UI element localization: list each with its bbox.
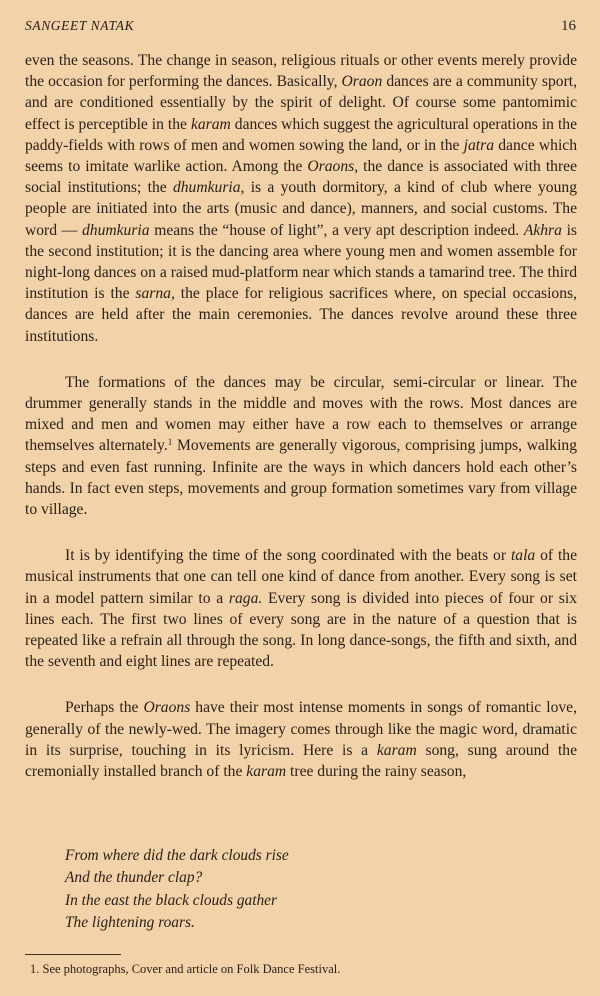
page-number: 16 bbox=[561, 18, 576, 34]
text-run: The formations of the dances may be circular, semi-circular or linear. The drummer generally stands in the middle and moves with the rows. Most dances are mixed and men and women may either have a row each to themselves or arrange themselves alternately. bbox=[25, 373, 577, 455]
footnote-divider bbox=[25, 954, 121, 955]
text-run: the dance is associated with three social institutions; the bbox=[25, 158, 578, 197]
italic-term: karam bbox=[246, 763, 287, 781]
text-run: dance which seems to imitate warlike action. Among the bbox=[25, 136, 577, 176]
text-run: even the seasons. The change in season, religious rituals or other events merely provide the occasion for performing the dances. Basically, bbox=[25, 52, 577, 91]
text-run: dances which suggest the agricultural operations in the paddy-fields with rows of men and women sowing the land, or in the bbox=[25, 115, 577, 154]
footnote: 1. See photographs, Cover and article on Folk Dance Festival. bbox=[30, 962, 341, 976]
verse-line: In the east the black clouds gather bbox=[65, 891, 277, 909]
text-run: is the second institution; it is the dancing area where young men and women assemble for night-long dances on a raised mud-platform near which stands a tamarind tree. The third institution is the bbox=[25, 221, 577, 303]
paragraph-3 bbox=[25, 545, 577, 672]
song-verse bbox=[65, 845, 289, 935]
text-run: Movements are generally vigorous, comprising jumps, walking steps and even fast running. Infinite are the ways in which dancers hold each other’s hands. In fact even steps, movements and group formation sometimes vary from village to village. bbox=[25, 437, 577, 519]
text-run: of the musical instruments that one can tell one kind of dance from another. Every song is set in a model pattern similar to a bbox=[25, 547, 578, 607]
italic-term: raga. bbox=[228, 589, 263, 607]
italic-term: tala bbox=[510, 547, 536, 565]
text-run: song, sung around the cremonially installed branch of the bbox=[25, 741, 577, 781]
footnote-reference: 1 bbox=[167, 437, 173, 448]
text-run: dances are a community sport, and are conditioned essentially by the spirit of delight. Of course some pantomimic effect is perceptible in the bbox=[25, 73, 578, 133]
verse-line: The lightening roars. bbox=[65, 914, 195, 932]
text-run: Every song is divided into pieces of four or six lines each. The first two lines of every song are in the nature of a question that is repeated like a refrain all through the song. In long dance-songs, the fifth and sixth, and the seventh and eight lines are repeated. bbox=[25, 589, 577, 671]
text-run: It is by identifying the time of the song coordinated with the beats or bbox=[65, 547, 511, 565]
text-run: have their most intense moments in songs of romantic love, generally of the newly-wed. The imagery comes through like the magic word, dramatic in its surprise, touching in its lyricism. Here is a bbox=[25, 699, 577, 759]
paragraph-4 bbox=[25, 697, 577, 782]
italic-term: Akhra bbox=[523, 221, 562, 239]
running-title: SANGEET NATAK bbox=[25, 18, 135, 33]
paragraph-2 bbox=[25, 372, 577, 520]
italic-term: Oraons, bbox=[307, 158, 359, 176]
paragraph-1 bbox=[25, 50, 577, 347]
verse-line: And the thunder clap? bbox=[65, 869, 203, 887]
italic-term: Oraon bbox=[341, 73, 383, 91]
italic-term: dhumkuria bbox=[81, 221, 150, 239]
italic-term: jatra bbox=[463, 136, 494, 154]
text-run: Perhaps the bbox=[65, 699, 144, 717]
page-header bbox=[25, 18, 576, 38]
italic-term: Oraons bbox=[143, 699, 191, 717]
text-run: the place for religious sacrifices where, on special occasions, dances are held after the main ceremonies. The dances revolve around these three institutions. bbox=[25, 285, 577, 345]
italic-term: dhumkuria, bbox=[172, 179, 245, 197]
italic-term: sarna, bbox=[135, 285, 175, 303]
text-run: means the “house of light”, a very apt description indeed. bbox=[149, 221, 524, 239]
italic-term: karam bbox=[190, 115, 231, 133]
text-run: tree during the rainy season, bbox=[286, 763, 467, 781]
verse-line: From where did the dark clouds rise bbox=[65, 847, 289, 864]
body-text bbox=[25, 50, 577, 782]
text-run: is a youth dormitory, a kind of club where young people are initiated into the arts (music and dance), manners, and social customs. The word — bbox=[25, 179, 577, 239]
italic-term: karam bbox=[376, 741, 417, 759]
